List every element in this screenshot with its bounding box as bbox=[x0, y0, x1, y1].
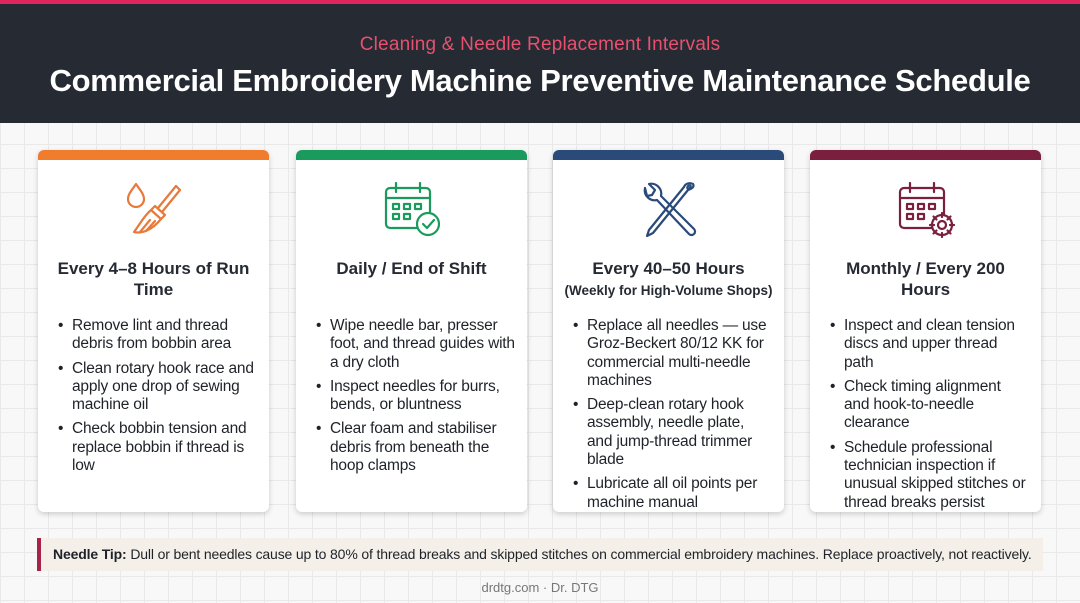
list-item: • Check bobbin tension and replace bobbin if thread is low bbox=[58, 420, 257, 475]
card-note: (Weekly for High-Volume Shops) bbox=[564, 283, 773, 298]
tip-text: Dull or bent needles cause up to 80% of thread breaks and skipped stitches on commercial embroidery machines. Replace proactively, not reactively. bbox=[130, 546, 1032, 562]
list-item: • Inspect needles for burrs, bends, or bluntness bbox=[316, 378, 515, 415]
task-list bbox=[58, 317, 257, 481]
card-accent bbox=[296, 150, 527, 160]
oil-drop-brush-icon bbox=[38, 178, 269, 242]
needle-tip-callout bbox=[37, 538, 1043, 571]
card-title: Every 40–50 Hours bbox=[592, 259, 745, 278]
list-item: • Wipe needle bar, presser foot, and thread guides with a dry cloth bbox=[316, 317, 515, 372]
list-item: • Inspect and clean tension discs and upper thread path bbox=[830, 317, 1029, 372]
list-item: • Remove lint and thread debris from bobbin area bbox=[58, 317, 257, 354]
calendar-gear-icon bbox=[810, 178, 1041, 242]
list-item: • Lubricate all oil points per machine manual bbox=[573, 475, 772, 512]
task-list bbox=[830, 317, 1029, 512]
card-accent bbox=[810, 150, 1041, 160]
task-list bbox=[316, 317, 515, 481]
wrench-needle-icon bbox=[553, 178, 784, 242]
list-item: • Schedule professional technician inspection if unusual skipped stitches or thread breaks persist bbox=[830, 439, 1029, 512]
list-item: • Check timing alignment and hook-to-needle clearance bbox=[830, 378, 1029, 433]
card-accent bbox=[38, 150, 269, 160]
schedule-card-weekly bbox=[553, 150, 784, 512]
page-title: Commercial Embroidery Machine Preventive Maintenance Schedule bbox=[49, 63, 1031, 98]
calendar-check-icon bbox=[296, 178, 527, 242]
tip-label: Needle Tip: bbox=[53, 546, 127, 562]
list-item: • Clear foam and stabiliser debris from beneath the hoop clamps bbox=[316, 420, 515, 475]
schedule-card-hourly bbox=[38, 150, 269, 512]
page-subtitle: Cleaning & Needle Replacement Intervals bbox=[359, 34, 721, 55]
card-title: Monthly / Every 200 Hours bbox=[846, 259, 1005, 299]
header bbox=[0, 4, 1080, 123]
schedule-card-monthly bbox=[810, 150, 1041, 512]
list-item: • Deep-clean rotary hook assembly, needle plate, and jump-thread trimmer blade bbox=[573, 396, 772, 469]
footer-credit: drdtg.com · Dr. DTG bbox=[481, 580, 599, 595]
list-item: • Clean rotary hook race and apply one drop of sewing machine oil bbox=[58, 360, 257, 415]
card-accent bbox=[553, 150, 784, 160]
schedule-card-daily bbox=[296, 150, 527, 512]
task-list bbox=[573, 317, 772, 512]
list-item: • Replace all needles — use Groz-Beckert 80/12 KK for commercial multi-needle machines bbox=[573, 317, 772, 390]
card-title: Daily / End of Shift bbox=[336, 259, 487, 278]
card-title: Every 4–8 Hours of Run Time bbox=[57, 259, 250, 299]
